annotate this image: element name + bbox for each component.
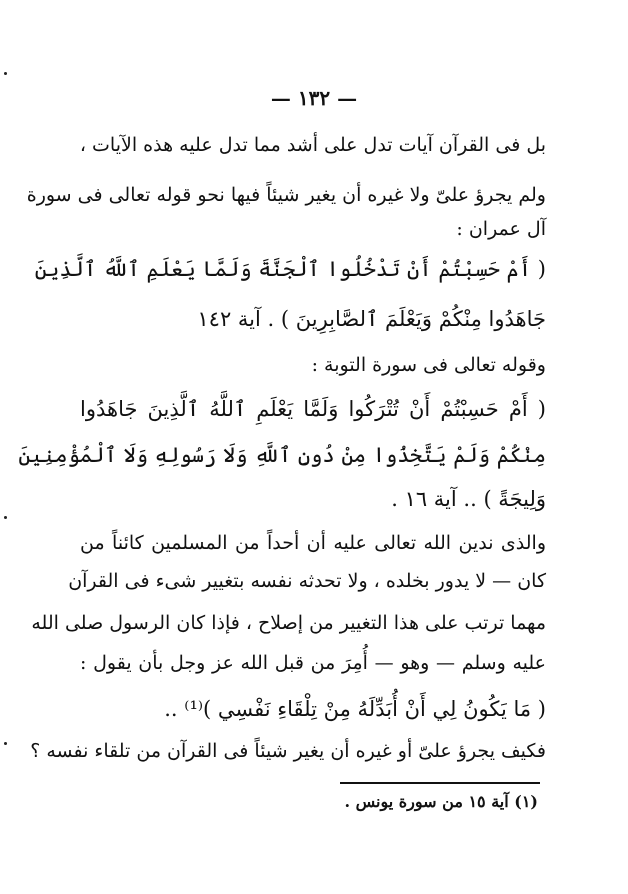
scan-speck bbox=[4, 516, 7, 519]
page-number: — ١٣٢ — bbox=[270, 86, 358, 110]
text-line: كان — لا يدور بخلده ، ولا تحدثه نفسه بتغيير شىء فى القرآن bbox=[68, 570, 546, 592]
text-line: آل عمران : bbox=[456, 218, 546, 240]
quran-verse-line: مِنْكُمْ وَلَمْ يَتَّخِذُوا مِنْ دُونِ ٱللَّهِ وَلَا رَسُولِهِ وَلَا ٱلْمُؤْمِنِينَ bbox=[18, 443, 546, 467]
text-line: وقوله تعالى فى سورة التوبة : bbox=[311, 354, 546, 376]
quran-verse-line: جَاهَدُوا مِنْكُمْ وَيَعْلَمَ ٱلصَّابِرِينَ ) . آية ١٤٢ bbox=[197, 307, 546, 331]
quran-verse-line: ( مَا يَكُونُ لِي أَنْ أُبَدِّلَهُ مِنْ تِلْقَاءِ نَفْسِي )⁽¹⁾ .. bbox=[164, 697, 546, 721]
text-line: فكيف يجرؤ علىّ أو غيره أن يغير شيئاً فى القرآن من تلقاء نفسه ؟ bbox=[30, 740, 546, 762]
scan-speck bbox=[4, 742, 7, 745]
quran-verse-line: وَلِيجَةً ) .. آية ١٦ . bbox=[391, 487, 546, 511]
text-line: بل فى القرآن آيات تدل على أشد مما تدل عليه هذه الآيات ، bbox=[79, 134, 546, 156]
text-line: مهما ترتب على هذا التغيير من إصلاح ، فإذا كان الرسول صلى الله bbox=[31, 612, 546, 634]
footnote-divider bbox=[340, 782, 540, 784]
quran-verse-line: ( أَمْ حَسِبْتُمْ أَنْ تَدْخُلُوا ٱلْجَنَّةَ وَلَمَّا يَعْلَمِ ٱللَّهُ ٱلَّذِينَ bbox=[34, 257, 546, 281]
text-line: والذى ندين الله تعالى عليه أن أحداً من المسلمين كائناً من bbox=[80, 532, 546, 554]
footnote: (١) آية ١٥ من سورة يونس . bbox=[344, 792, 538, 811]
scan-speck bbox=[4, 72, 7, 75]
quran-verse-line: ( أَمْ حَسِبْتُمْ أَنْ تُتْرَكُوا وَلَمَّا يَعْلَمِ ٱللَّهُ ٱلَّذِينَ جَاهَدُوا bbox=[80, 397, 546, 421]
text-line: عليه وسلم — وهو — أُمِرَ من قبل الله عز وجل بأن يقول : bbox=[80, 652, 546, 674]
text-line: ولم يجرؤ علىّ ولا غيره أن يغير شيئاً فيها نحو قوله تعالى فى سورة bbox=[26, 184, 546, 206]
